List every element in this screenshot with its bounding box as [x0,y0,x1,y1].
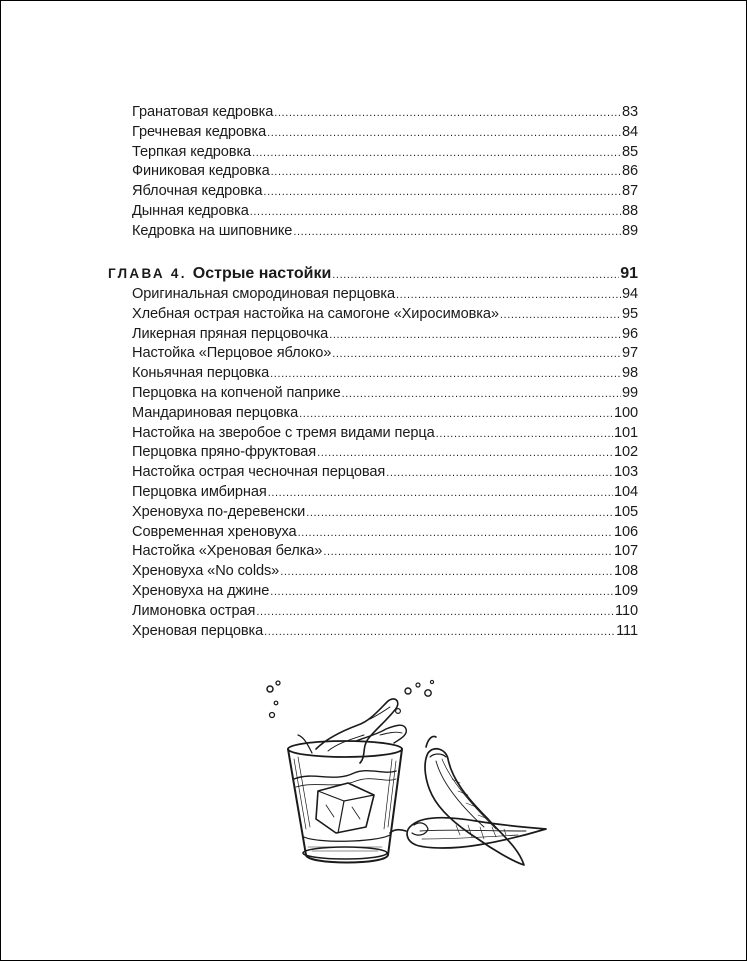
toc-row-title: Мандариновая перцовка [132,404,299,421]
toc-row[interactable] [132,503,638,523]
toc-row[interactable] [132,143,638,163]
dot-leader [306,503,613,524]
toc-row[interactable] [132,344,638,364]
dot-leader [271,162,621,183]
toc-row-title: Лимоновка острая [132,602,256,619]
toc-row-title: Перцовка пряно-фруктовая [132,444,317,461]
dot-leader [280,562,613,583]
toc-row[interactable] [132,483,638,503]
dot-leader [293,222,621,243]
toc-row-page: 100 [613,404,638,421]
toc-row-page: 105 [613,503,638,520]
toc-row-page: 109 [613,582,638,599]
toc-row-page: 102 [613,444,638,461]
toc-row-page: 99 [621,384,638,401]
toc-row-title: Ликерная пряная перцовочка [132,325,329,342]
toc-row-page: 106 [613,523,638,540]
toc-row-page: 84 [621,123,638,140]
toc-row-title: Настойка «Хреновая белка» [132,543,323,560]
toc-row[interactable] [132,325,638,345]
dot-leader [268,483,613,504]
toc-row-title: Терпкая кедровка [132,143,252,160]
toc-row-page: 108 [613,563,638,580]
toc-row-page: 87 [621,183,638,200]
toc-row-page: 85 [621,143,638,160]
dot-leader [256,602,614,623]
toc-row[interactable] [132,622,638,642]
toc-row[interactable] [132,305,638,325]
toc-row[interactable] [132,182,638,202]
toc-row-title: Настойка на зверобое с тремя видами перца [132,424,435,441]
toc-row-title: Хреновуха «No colds» [132,563,280,580]
toc-row[interactable] [132,202,638,222]
toc-row[interactable] [132,384,638,404]
toc-row[interactable] [132,123,638,143]
toc-row-page: 88 [621,202,638,219]
toc-row-title: Яблочная кедровка [132,183,263,200]
dot-leader [500,305,621,326]
toc-section-kedrovka [1,103,747,242]
dot-leader [267,123,621,144]
toc-row-title: Дынная кедровка [132,202,249,219]
chapter-label: ГЛАВА 4. [108,266,187,281]
toc-row-title: Оригинальная смородиновая перцовка [132,286,396,302]
toc-row[interactable] [132,364,638,384]
toc-row[interactable] [132,602,638,622]
toc-row-title: Настойка «Перцовое яблоко» [132,345,332,362]
chapter-page: 91 [620,265,638,282]
toc-row-page: 94 [621,286,638,302]
toc-row-page: 101 [613,424,638,441]
dot-leader [323,542,613,563]
dot-leader [396,285,621,306]
dot-leader [436,424,613,445]
toc-row[interactable] [132,424,638,444]
toc-row-page: 83 [621,104,638,120]
toc-row-title: Перцовка на копченой паприке [132,384,341,401]
toc-row-title: Гранатовая кедровка [132,104,274,120]
toc-row-title: Хреновая перцовка [132,622,264,639]
toc-row[interactable] [132,542,638,562]
toc-row-page: 95 [621,305,638,322]
toc-row-title: Хреновуха по-деревенски [132,503,306,520]
dot-leader [299,404,613,425]
toc-row-title: Современная хреновуха [132,523,297,540]
toc-row-title: Перцовка имбирная [132,483,267,500]
toc-row-page: 110 [615,602,638,619]
toc-row[interactable] [132,443,638,463]
dot-leader [270,582,613,603]
toc-row[interactable] [132,222,638,242]
toc-row-title: Хреновуха на джине [132,582,270,599]
dot-leader [270,364,621,385]
toc-row-title: Коньячная перцовка [132,365,270,382]
toc-row[interactable] [132,103,638,123]
dot-leader [263,182,621,203]
toc-row-page: 96 [621,325,638,342]
toc-row-page: 97 [621,345,638,362]
dot-leader [317,443,613,464]
toc-row-title: Кедровка на шиповнике [132,222,293,239]
toc-row[interactable] [132,463,638,483]
toc-row-page: 107 [613,543,638,560]
toc-row[interactable] [132,562,638,582]
chapter-heading[interactable] [108,263,638,285]
dot-leader [250,202,621,223]
toc-row-title: Финиковая кедровка [132,163,270,180]
dot-leader [298,523,613,544]
toc-row-title: Хлебная острая настойка на самогоне «Хиросимовка» [132,305,499,322]
toc-row-title: Гречневая кедровка [132,123,267,140]
toc-row-title: Настойка острая чесночная перцовая [132,464,386,481]
toc-row-page: 86 [621,163,638,180]
toc-row-page: 103 [613,464,638,481]
toc-row[interactable] [132,285,638,305]
glass-with-chili-peppers-icon [256,679,556,889]
toc-row[interactable] [132,523,638,543]
dot-leader [329,325,621,346]
dot-leader [342,384,621,405]
toc-row-page: 104 [613,483,638,500]
toc-row[interactable] [132,404,638,424]
dot-leader [264,622,615,643]
dot-leader [252,143,621,164]
chapter-title: Острые настойки [192,265,332,282]
toc-row-page: 89 [621,222,638,239]
toc-section-chapter-4 [1,263,747,641]
dot-leader [386,463,613,484]
toc-row-page: 111 [616,622,638,639]
toc-row-page: 98 [621,365,638,382]
dot-leader [332,263,619,286]
toc-row[interactable] [132,162,638,182]
dot-leader [332,344,621,365]
toc-row[interactable] [132,582,638,602]
dot-leader [274,103,621,124]
